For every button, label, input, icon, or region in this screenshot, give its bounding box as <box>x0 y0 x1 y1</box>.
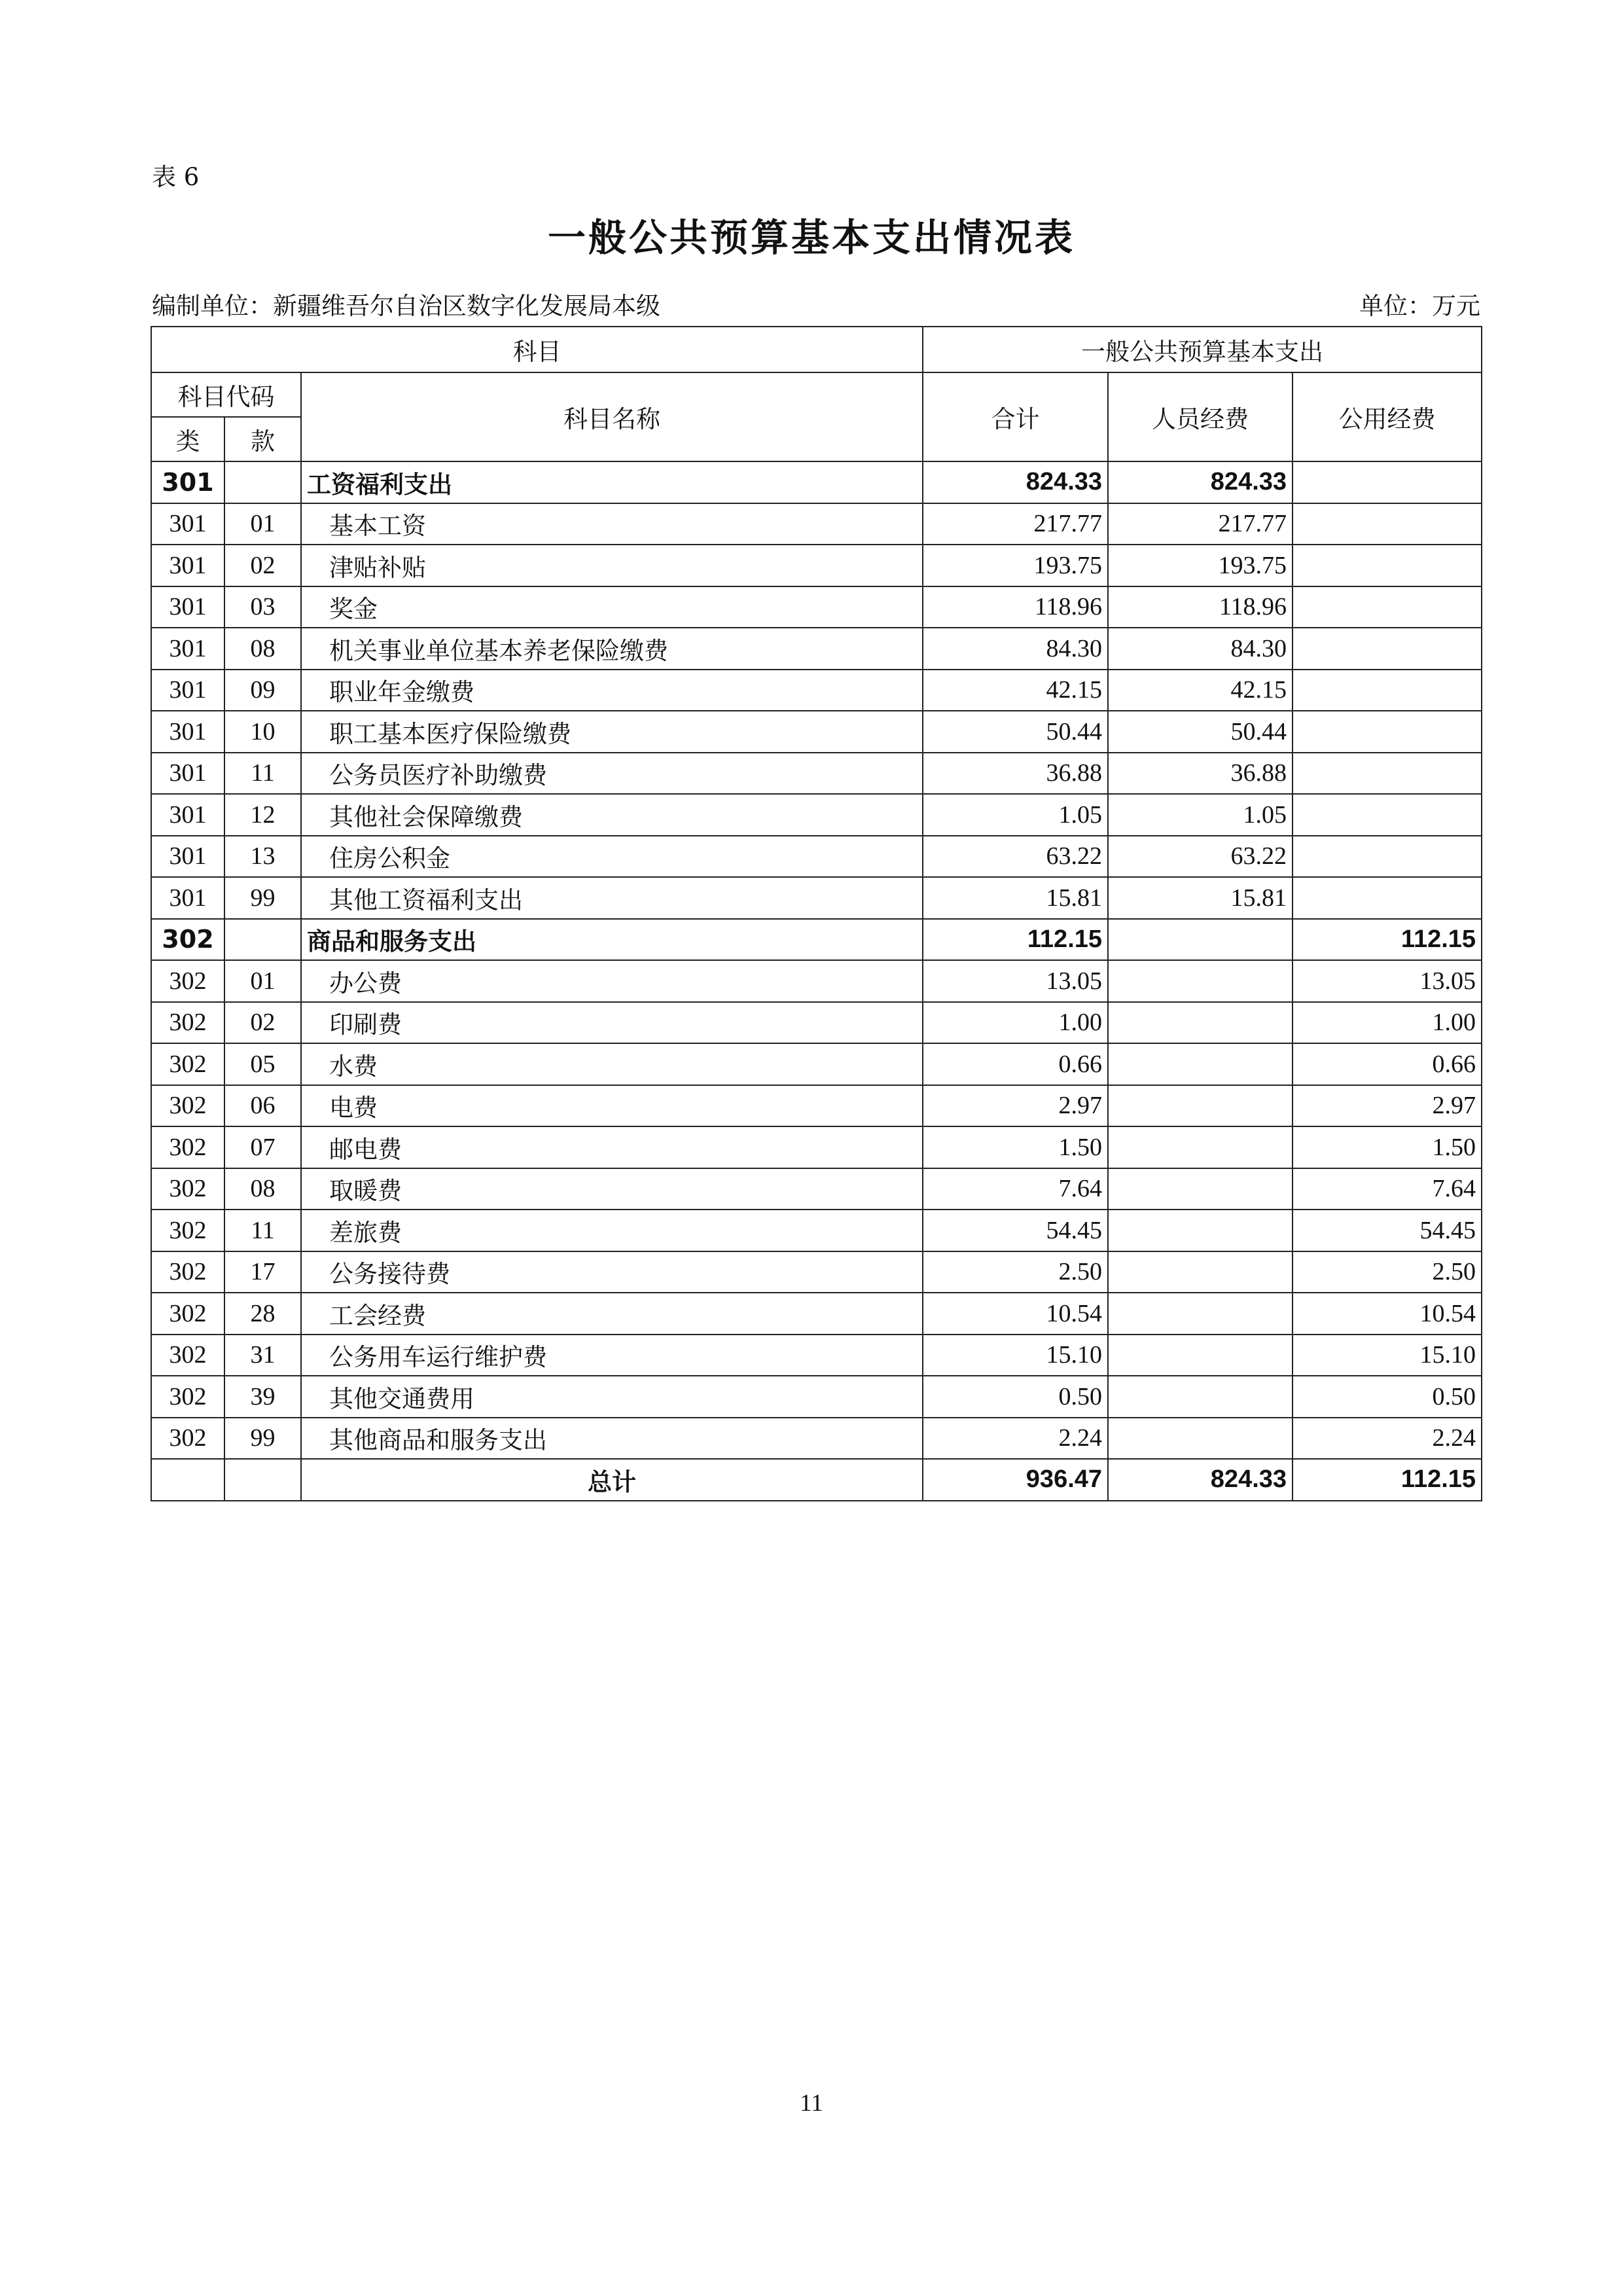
public-amount-cell: 1.00 <box>1293 1002 1482 1044</box>
total-label-cell: 总计 <box>301 1459 923 1501</box>
personnel-amount-cell <box>1108 1210 1293 1251</box>
item-code-cell: 09 <box>224 670 301 711</box>
subject-name-cell: 差旅费 <box>301 1210 923 1251</box>
subject-name-cell: 机关事业单位基本养老保险缴费 <box>301 628 923 670</box>
category-code-cell: 302 <box>151 1376 224 1418</box>
public-amount-cell: 2.97 <box>1293 1085 1482 1127</box>
category-code-cell: 301 <box>151 794 224 836</box>
total-amount-cell: 54.45 <box>923 1210 1108 1251</box>
table-row <box>151 1002 1482 1044</box>
personnel-amount-cell <box>1108 1335 1293 1376</box>
personnel-amount-cell: 50.44 <box>1108 711 1293 753</box>
total-amount-cell: 118.96 <box>923 586 1108 628</box>
category-code-cell: 302 <box>151 960 224 1002</box>
personnel-amount-cell <box>1108 1043 1293 1085</box>
subject-name-cell: 职工基本医疗保险缴费 <box>301 711 923 753</box>
personnel-amount-cell: 217.77 <box>1108 503 1293 545</box>
budget-expenditure-table <box>151 326 1482 1501</box>
table-number-label: 表 6 <box>152 163 200 191</box>
total-amount-cell: 10.54 <box>923 1293 1108 1335</box>
public-amount-cell: 10.54 <box>1293 1293 1482 1335</box>
item-code-cell: 02 <box>224 545 301 586</box>
subject-name-cell: 水费 <box>301 1043 923 1085</box>
table-row <box>151 1418 1482 1460</box>
item-code-cell: 11 <box>224 753 301 795</box>
public-amount-cell <box>1293 794 1482 836</box>
public-amount-cell <box>1293 461 1482 503</box>
item-code-cell: 03 <box>224 586 301 628</box>
public-amount-cell: 54.45 <box>1293 1210 1482 1251</box>
subject-name-cell: 工资福利支出 <box>301 461 923 503</box>
subject-name-cell: 其他交通费用 <box>301 1376 923 1418</box>
total-amount-cell: 2.97 <box>923 1085 1108 1127</box>
empty-cell <box>224 1459 301 1501</box>
category-code-cell: 301 <box>151 586 224 628</box>
total-amount-cell: 824.33 <box>923 461 1108 503</box>
table-row <box>151 877 1482 919</box>
personnel-amount-cell <box>1108 1418 1293 1460</box>
subject-name-cell: 住房公积金 <box>301 836 923 878</box>
compiling-unit: 编制单位：新疆维吾尔自治区数字化发展局本级 <box>152 292 660 320</box>
total-amount-cell: 193.75 <box>923 545 1108 586</box>
table-row <box>151 1085 1482 1127</box>
total-amount-cell: 0.66 <box>923 1043 1108 1085</box>
total-amount-cell: 217.77 <box>923 503 1108 545</box>
lei-header: 类 <box>151 417 224 461</box>
total-amount-cell: 50.44 <box>923 711 1108 753</box>
public-total-cell: 112.15 <box>1293 1459 1482 1501</box>
personnel-amount-cell: 36.88 <box>1108 753 1293 795</box>
personnel-amount-cell <box>1108 1251 1293 1293</box>
category-code-cell: 301 <box>151 877 224 919</box>
table-row <box>151 503 1482 545</box>
table-row <box>151 1168 1482 1210</box>
category-code-cell: 302 <box>151 1293 224 1335</box>
subject-name-cell: 职业年金缴费 <box>301 670 923 711</box>
public-amount-cell <box>1293 628 1482 670</box>
personnel-amount-cell: 824.33 <box>1108 461 1293 503</box>
total-amount-cell: 1.00 <box>923 1002 1108 1044</box>
total-amount-cell: 13.05 <box>923 960 1108 1002</box>
table-row <box>151 1335 1482 1376</box>
category-code-cell: 301 <box>151 461 224 503</box>
header-row-2 <box>151 372 1482 417</box>
subject-name-cell: 基本工资 <box>301 503 923 545</box>
category-code-cell: 301 <box>151 711 224 753</box>
table-row <box>151 1210 1482 1251</box>
item-code-cell: 99 <box>224 877 301 919</box>
subject-name-cell: 其他工资福利支出 <box>301 877 923 919</box>
personnel-amount-cell: 118.96 <box>1108 586 1293 628</box>
group-row <box>151 461 1482 503</box>
personnel-amount-cell: 42.15 <box>1108 670 1293 711</box>
table-row <box>151 545 1482 586</box>
personnel-amount-cell <box>1108 1376 1293 1418</box>
public-header: 公用经费 <box>1293 372 1482 461</box>
public-amount-cell <box>1293 670 1482 711</box>
table-row <box>151 1043 1482 1085</box>
public-amount-cell <box>1293 877 1482 919</box>
item-code-cell: 01 <box>224 960 301 1002</box>
table-row <box>151 1251 1482 1293</box>
budget-group-header: 一般公共预算基本支出 <box>923 327 1482 372</box>
item-code-cell: 02 <box>224 1002 301 1044</box>
total-amount-cell: 1.50 <box>923 1126 1108 1168</box>
total-amount-cell: 2.24 <box>923 1418 1108 1460</box>
personnel-amount-cell: 1.05 <box>1108 794 1293 836</box>
item-code-cell: 17 <box>224 1251 301 1293</box>
subject-name-cell: 公务用车运行维护费 <box>301 1335 923 1376</box>
subject-name-cell: 津贴补贴 <box>301 545 923 586</box>
category-code-cell: 302 <box>151 1085 224 1127</box>
item-code-cell: 05 <box>224 1043 301 1085</box>
item-code-cell: 08 <box>224 628 301 670</box>
public-amount-cell: 15.10 <box>1293 1335 1482 1376</box>
subject-header: 科目 <box>151 327 923 372</box>
category-code-cell: 301 <box>151 836 224 878</box>
subject-name-cell: 商品和服务支出 <box>301 919 923 961</box>
item-code-cell: 11 <box>224 1210 301 1251</box>
table-row <box>151 628 1482 670</box>
table-row <box>151 711 1482 753</box>
public-amount-cell: 0.66 <box>1293 1043 1482 1085</box>
personnel-total-cell: 824.33 <box>1108 1459 1293 1501</box>
item-code-cell: 07 <box>224 1126 301 1168</box>
subject-name-cell: 印刷费 <box>301 1002 923 1044</box>
subject-name-cell: 电费 <box>301 1085 923 1127</box>
total-amount-cell: 36.88 <box>923 753 1108 795</box>
public-amount-cell <box>1293 711 1482 753</box>
category-code-cell: 302 <box>151 919 224 961</box>
item-code-cell: 01 <box>224 503 301 545</box>
personnel-amount-cell: 193.75 <box>1108 545 1293 586</box>
subject-name-cell: 其他社会保障缴费 <box>301 794 923 836</box>
table-row <box>151 1376 1482 1418</box>
public-amount-cell: 0.50 <box>1293 1376 1482 1418</box>
public-amount-cell: 7.64 <box>1293 1168 1482 1210</box>
subject-name-cell: 公务员医疗补助缴费 <box>301 753 923 795</box>
total-header: 合计 <box>923 372 1108 461</box>
total-amount-cell: 7.64 <box>923 1168 1108 1210</box>
personnel-amount-cell <box>1108 1085 1293 1127</box>
public-amount-cell: 112.15 <box>1293 919 1482 961</box>
category-code-cell: 302 <box>151 1210 224 1251</box>
subject-name-cell: 奖金 <box>301 586 923 628</box>
category-code-cell: 301 <box>151 670 224 711</box>
public-amount-cell: 2.50 <box>1293 1251 1482 1293</box>
public-amount-cell: 1.50 <box>1293 1126 1482 1168</box>
subject-name-cell: 邮电费 <box>301 1126 923 1168</box>
page-number: 11 <box>800 2090 823 2117</box>
table-row <box>151 586 1482 628</box>
header-row-1 <box>151 327 1482 372</box>
table-row <box>151 670 1482 711</box>
table-row <box>151 753 1482 795</box>
item-code-cell: 39 <box>224 1376 301 1418</box>
personnel-amount-cell <box>1108 960 1293 1002</box>
table-row <box>151 960 1482 1002</box>
item-code-cell: 31 <box>224 1335 301 1376</box>
item-code-cell: 10 <box>224 711 301 753</box>
table-row <box>151 1126 1482 1168</box>
currency-unit: 单位：万元 <box>1359 292 1480 320</box>
category-code-cell: 301 <box>151 503 224 545</box>
total-amount-cell: 0.50 <box>923 1376 1108 1418</box>
category-code-cell: 301 <box>151 545 224 586</box>
category-code-cell: 302 <box>151 1335 224 1376</box>
total-amount-cell: 1.05 <box>923 794 1108 836</box>
category-code-cell: 301 <box>151 753 224 795</box>
table-row <box>151 836 1482 878</box>
public-amount-cell: 2.24 <box>1293 1418 1482 1460</box>
table-row <box>151 794 1482 836</box>
item-code-cell <box>224 461 301 503</box>
subject-name-cell: 取暖费 <box>301 1168 923 1210</box>
total-amount-cell: 15.10 <box>923 1335 1108 1376</box>
total-amount-cell: 2.50 <box>923 1251 1108 1293</box>
kuan-header: 款 <box>224 417 301 461</box>
category-code-cell: 302 <box>151 1126 224 1168</box>
grand-total-cell: 936.47 <box>923 1459 1108 1501</box>
category-code-cell: 302 <box>151 1043 224 1085</box>
item-code-cell: 06 <box>224 1085 301 1127</box>
category-code-cell: 302 <box>151 1002 224 1044</box>
personnel-amount-cell <box>1108 1293 1293 1335</box>
total-amount-cell: 42.15 <box>923 670 1108 711</box>
item-code-cell: 28 <box>224 1293 301 1335</box>
total-amount-cell: 15.81 <box>923 877 1108 919</box>
public-amount-cell: 13.05 <box>1293 960 1482 1002</box>
total-amount-cell: 63.22 <box>923 836 1108 878</box>
public-amount-cell <box>1293 836 1482 878</box>
total-amount-cell: 112.15 <box>923 919 1108 961</box>
personnel-amount-cell: 15.81 <box>1108 877 1293 919</box>
item-code-cell: 12 <box>224 794 301 836</box>
subject-name-cell: 工会经费 <box>301 1293 923 1335</box>
personnel-header: 人员经费 <box>1108 372 1293 461</box>
category-code-cell: 302 <box>151 1418 224 1460</box>
personnel-amount-cell <box>1108 1002 1293 1044</box>
item-code-cell: 99 <box>224 1418 301 1460</box>
public-amount-cell <box>1293 586 1482 628</box>
item-code-cell: 08 <box>224 1168 301 1210</box>
category-code-cell: 302 <box>151 1251 224 1293</box>
item-code-cell: 13 <box>224 836 301 878</box>
personnel-amount-cell <box>1108 919 1293 961</box>
code-group-header: 科目代码 <box>151 372 301 417</box>
personnel-amount-cell <box>1108 1168 1293 1210</box>
public-amount-cell <box>1293 503 1482 545</box>
public-amount-cell <box>1293 753 1482 795</box>
item-code-cell <box>224 919 301 961</box>
public-amount-cell <box>1293 545 1482 586</box>
subject-name-header: 科目名称 <box>301 372 923 461</box>
category-code-cell: 301 <box>151 628 224 670</box>
document-title: 一般公共预算基本支出情况表 <box>547 215 1075 260</box>
total-row <box>151 1459 1482 1501</box>
subject-name-cell: 公务接待费 <box>301 1251 923 1293</box>
personnel-amount-cell: 84.30 <box>1108 628 1293 670</box>
table-row <box>151 1293 1482 1335</box>
empty-cell <box>151 1459 224 1501</box>
category-code-cell: 302 <box>151 1168 224 1210</box>
subject-name-cell: 办公费 <box>301 960 923 1002</box>
total-amount-cell: 84.30 <box>923 628 1108 670</box>
group-row <box>151 919 1482 961</box>
personnel-amount-cell <box>1108 1126 1293 1168</box>
subject-name-cell: 其他商品和服务支出 <box>301 1418 923 1460</box>
personnel-amount-cell: 63.22 <box>1108 836 1293 878</box>
